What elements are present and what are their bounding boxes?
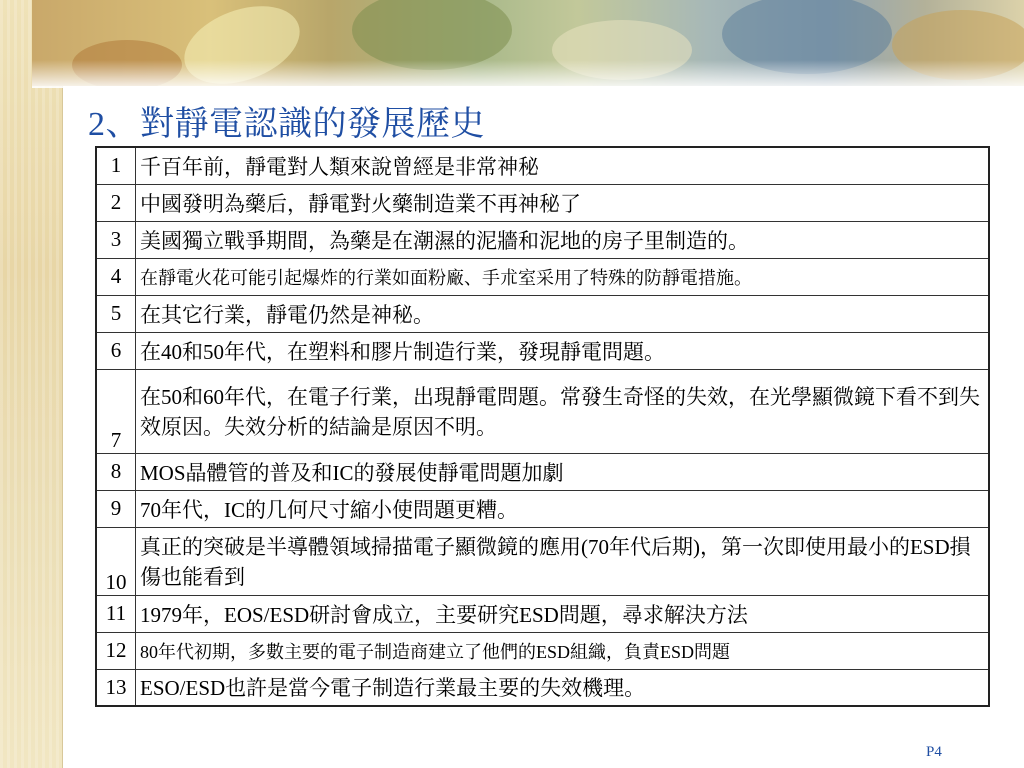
row-number: 3 (96, 221, 136, 258)
row-text: 70年代，IC的几何尺寸縮小使問題更糟。 (136, 490, 990, 527)
row-text: 在50和60年代，在電子行業，出現靜電問題。常發生奇怪的失效，在光學顯微鏡下看不到失效原因。失效分析的結論是原因不明。 (136, 369, 990, 453)
row-number: 10 (96, 527, 136, 595)
row-number: 13 (96, 669, 136, 706)
row-text: MOS晶體管的普及和IC的發展使靜電問題加劇 (136, 453, 990, 490)
row-text: ESO/ESD也許是當今電子制造行業最主要的失效機理。 (136, 669, 990, 706)
row-number: 7 (96, 369, 136, 453)
row-number: 5 (96, 295, 136, 332)
row-number: 8 (96, 453, 136, 490)
row-number: 6 (96, 332, 136, 369)
table-row (96, 184, 989, 221)
table-row (96, 527, 989, 595)
page-number: P4 (926, 744, 942, 760)
table-row (96, 453, 989, 490)
row-number: 11 (96, 595, 136, 632)
row-text: 在靜電火花可能引起爆炸的行業如面粉廠、手朮室采用了特殊的防靜電措施。 (136, 258, 990, 295)
row-text: 中國發明為藥后，靜電對火藥制造業不再神秘了 (136, 184, 990, 221)
table-row (96, 595, 989, 632)
row-number: 9 (96, 490, 136, 527)
row-text: 真正的突破是半導體領域掃描電子顯微鏡的應用(70年代后期)，第一次即使用最小的ESD損傷也能看到 (136, 527, 990, 595)
table-row (96, 490, 989, 527)
history-table (95, 146, 990, 707)
table-row (96, 258, 989, 295)
table-row (96, 669, 989, 706)
table-row (96, 221, 989, 258)
row-number: 2 (96, 184, 136, 221)
divider (62, 0, 63, 768)
table-row (96, 632, 989, 669)
table-row (96, 147, 989, 184)
left-decorative-strip (0, 0, 62, 768)
row-text: 在其它行業，靜電仍然是神秘。 (136, 295, 990, 332)
slide-title: 2、對靜電認識的發展歷史 (88, 106, 485, 143)
row-text: 千百年前，靜電對人類來說曾經是非常神秘 (136, 147, 990, 184)
row-number: 4 (96, 258, 136, 295)
banner-fade (32, 60, 1024, 88)
row-text: 80年代初期，多數主要的電子制造商建立了他們的ESD組織，負責ESD問題 (136, 632, 990, 669)
row-number: 12 (96, 632, 136, 669)
row-text: 在40和50年代，在塑料和膠片制造行業，發現靜電問題。 (136, 332, 990, 369)
row-number: 1 (96, 147, 136, 184)
row-text: 美國獨立戰爭期間，為藥是在潮濕的泥牆和泥地的房子里制造的。 (136, 221, 990, 258)
table-row (96, 295, 989, 332)
table-row (96, 369, 989, 453)
table-row (96, 332, 989, 369)
row-text: 1979年，EOS/ESD研討會成立，主要研究ESD問題，尋求解決方法 (136, 595, 990, 632)
